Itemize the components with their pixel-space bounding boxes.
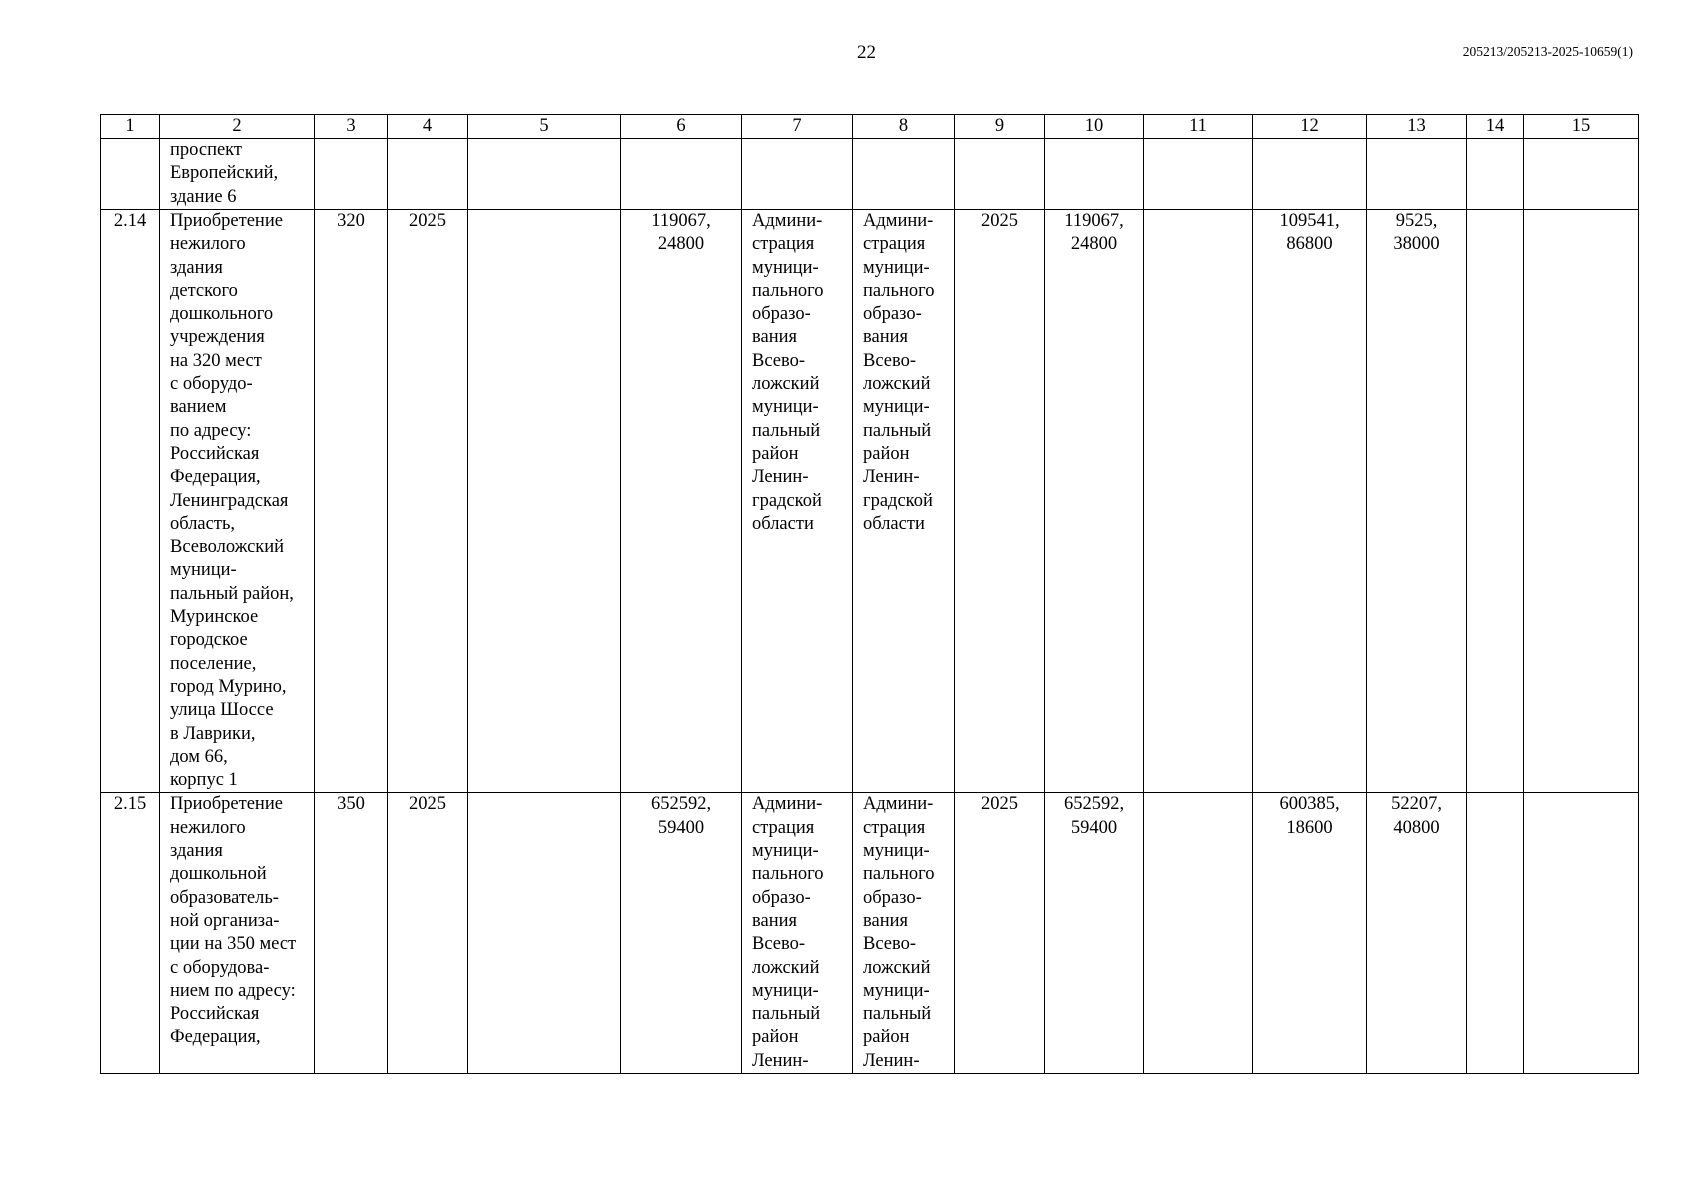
year-cell bbox=[388, 139, 468, 210]
text-line: здания bbox=[170, 841, 223, 862]
column-5-cell bbox=[468, 139, 621, 210]
row-number-cell bbox=[101, 139, 160, 210]
organization-cell bbox=[742, 210, 853, 793]
text-line: Админи- bbox=[752, 794, 823, 815]
text-line: вания bbox=[752, 327, 798, 348]
text-line: ложский bbox=[752, 374, 820, 395]
text-line: 9525, bbox=[1395, 211, 1438, 231]
text-line: Ленин- bbox=[863, 1050, 920, 1071]
text-line: 109541, bbox=[1279, 211, 1340, 231]
text-line: 24800 bbox=[657, 234, 705, 255]
column-number: 4 bbox=[388, 115, 468, 139]
amount-cell bbox=[621, 793, 742, 1074]
text-line: Ленинградская bbox=[170, 490, 289, 511]
text-line: проспект bbox=[170, 140, 243, 160]
column-number: 12 bbox=[1253, 115, 1367, 139]
text-line: нием по адресу: bbox=[170, 980, 296, 1001]
description-cell bbox=[160, 793, 315, 1074]
text-line: 52207, bbox=[1391, 794, 1442, 815]
column-number: 10 bbox=[1045, 115, 1144, 139]
column-number: 1 bbox=[101, 115, 160, 139]
text-line: нежилого bbox=[170, 234, 246, 255]
text-line: вания bbox=[752, 910, 798, 931]
text-line: вания bbox=[863, 327, 909, 348]
text-line: Ленин- bbox=[863, 467, 920, 488]
text-line: ложский bbox=[863, 957, 931, 978]
text-line: образо- bbox=[752, 304, 811, 325]
cell-text bbox=[170, 793, 304, 1049]
text-line: здание 6 bbox=[170, 186, 237, 207]
text-line: пального bbox=[752, 864, 824, 885]
text-line: район bbox=[863, 1027, 910, 1048]
data-table bbox=[100, 114, 1639, 1074]
text-line: здания bbox=[170, 257, 223, 278]
text-line: градской bbox=[752, 490, 822, 511]
column-number: 8 bbox=[853, 115, 955, 139]
column-number: 11 bbox=[1144, 115, 1253, 139]
column-14-cell bbox=[1467, 210, 1524, 793]
amount-cell bbox=[1367, 793, 1467, 1074]
text-line: Российская bbox=[170, 1004, 260, 1025]
text-line: Европейский, bbox=[170, 163, 279, 184]
column-number: 2 bbox=[160, 115, 315, 139]
text-line: образо- bbox=[863, 887, 922, 908]
text-line: учреждения bbox=[170, 327, 265, 348]
description-cell bbox=[160, 210, 315, 793]
organization-cell bbox=[853, 210, 955, 793]
cell-text bbox=[631, 793, 731, 840]
text-line: муници- bbox=[752, 257, 819, 278]
text-line: пального bbox=[752, 280, 824, 301]
text-line: район bbox=[863, 443, 910, 464]
text-line: поселение, bbox=[170, 653, 257, 674]
text-line: образо- bbox=[863, 304, 922, 325]
year-cell: 2025 bbox=[955, 793, 1045, 1074]
text-line: пального bbox=[863, 864, 935, 885]
text-line: 59400 bbox=[657, 817, 705, 838]
text-line: Ленин- bbox=[752, 467, 809, 488]
text-line: Муринское bbox=[170, 607, 259, 628]
text-line: Всево- bbox=[752, 350, 806, 371]
column-15-cell bbox=[1524, 139, 1639, 210]
text-line: ной организа- bbox=[170, 910, 280, 931]
text-line: пальный район, bbox=[170, 583, 294, 604]
row-number-cell: 2.14 bbox=[101, 210, 160, 793]
document-id: 205213/205213-2025-10659(1) bbox=[1462, 44, 1633, 59]
text-line: вания bbox=[863, 910, 909, 931]
column-15-cell bbox=[1524, 210, 1639, 793]
text-line: страция bbox=[752, 817, 815, 838]
text-line: страция bbox=[863, 234, 926, 255]
organization-cell bbox=[853, 793, 955, 1074]
cell-text bbox=[1377, 793, 1456, 840]
text-line: с оборудо- bbox=[170, 374, 253, 395]
year-cell: 2025 bbox=[388, 793, 468, 1074]
text-line: район bbox=[752, 443, 799, 464]
organization-cell bbox=[742, 793, 853, 1074]
text-line: муници- bbox=[863, 397, 930, 418]
column-number: 6 bbox=[621, 115, 742, 139]
text-line: область, bbox=[170, 513, 236, 534]
text-line: Всево- bbox=[863, 934, 917, 955]
column-number: 5 bbox=[468, 115, 621, 139]
text-line: 652592, bbox=[1063, 794, 1125, 815]
amount-cell bbox=[621, 210, 742, 793]
amount-cell bbox=[621, 139, 742, 210]
text-line: Всево- bbox=[752, 934, 806, 955]
cell-text bbox=[1263, 793, 1356, 840]
table-row-continuation bbox=[101, 139, 1639, 210]
column-15-cell bbox=[1524, 793, 1639, 1074]
amount-cell bbox=[1045, 139, 1144, 210]
text-line: пальный bbox=[863, 1004, 932, 1025]
text-line: 40800 bbox=[1393, 817, 1440, 838]
text-line: области bbox=[752, 513, 814, 534]
text-line: образо- bbox=[752, 887, 811, 908]
cell-text bbox=[752, 793, 842, 1073]
description-cell bbox=[160, 139, 315, 210]
text-line: улица Шоссе bbox=[170, 700, 274, 721]
cell-text bbox=[1055, 210, 1133, 257]
organization-cell bbox=[742, 139, 853, 210]
text-line: детского bbox=[170, 280, 238, 301]
text-line: пальный bbox=[863, 420, 932, 441]
text-line: Админи- bbox=[863, 794, 934, 815]
amount-cell bbox=[1367, 139, 1467, 210]
year-cell: 2025 bbox=[955, 210, 1045, 793]
text-line: 86800 bbox=[1286, 234, 1333, 255]
year-cell bbox=[955, 139, 1045, 210]
capacity-cell: 320 bbox=[315, 210, 388, 793]
text-line: страция bbox=[863, 817, 926, 838]
page-number: 22 bbox=[857, 42, 876, 63]
year-cell: 2025 bbox=[388, 210, 468, 793]
amount-cell bbox=[1253, 210, 1367, 793]
cell-text bbox=[752, 210, 842, 536]
text-line: муници- bbox=[752, 841, 819, 862]
text-line: ции на 350 мест bbox=[170, 934, 297, 955]
cell-text bbox=[863, 793, 944, 1073]
amount-cell bbox=[1253, 793, 1367, 1074]
text-line: области bbox=[863, 513, 925, 534]
text-line: Админи- bbox=[752, 211, 823, 231]
column-11-cell bbox=[1144, 793, 1253, 1074]
text-line: 24800 bbox=[1070, 234, 1118, 255]
text-line: муници- bbox=[752, 397, 819, 418]
row-number-cell: 2.15 bbox=[101, 793, 160, 1074]
text-line: ложский bbox=[752, 957, 820, 978]
cell-text bbox=[631, 210, 731, 257]
text-line: страция bbox=[752, 234, 815, 255]
column-number: 14 bbox=[1467, 115, 1524, 139]
column-5-cell bbox=[468, 793, 621, 1074]
text-line: на 320 мест bbox=[170, 350, 262, 371]
text-line: Админи- bbox=[863, 211, 934, 231]
text-line: Приобретение bbox=[170, 794, 283, 815]
text-line: дошкольного bbox=[170, 304, 274, 325]
text-line: муници- bbox=[863, 980, 930, 1001]
column-number: 13 bbox=[1367, 115, 1467, 139]
text-line: 119067, bbox=[651, 211, 711, 231]
text-line: район bbox=[752, 1027, 799, 1048]
text-line: пальный bbox=[752, 420, 821, 441]
cell-text bbox=[170, 139, 304, 209]
amount-cell bbox=[1253, 139, 1367, 210]
text-line: нежилого bbox=[170, 817, 246, 838]
column-number-row bbox=[101, 115, 1639, 139]
column-11-cell bbox=[1144, 139, 1253, 210]
text-line: с оборудова- bbox=[170, 957, 270, 978]
text-line: Ленин- bbox=[752, 1050, 809, 1071]
text-line: 600385, bbox=[1279, 794, 1340, 815]
amount-cell bbox=[1367, 210, 1467, 793]
text-line: Федерация, bbox=[170, 1027, 261, 1048]
column-number: 7 bbox=[742, 115, 853, 139]
text-line: пального bbox=[863, 280, 935, 301]
capacity-cell: 350 bbox=[315, 793, 388, 1074]
column-number: 9 bbox=[955, 115, 1045, 139]
amount-cell bbox=[1045, 210, 1144, 793]
text-line: муници- bbox=[863, 841, 930, 862]
text-line: 59400 bbox=[1070, 817, 1118, 838]
text-line: 652592, bbox=[650, 794, 712, 815]
text-line: дом 66, bbox=[170, 746, 228, 767]
text-line: Российская bbox=[170, 443, 260, 464]
text-line: муници- bbox=[863, 257, 930, 278]
text-line: ванием bbox=[170, 397, 227, 418]
text-line: дошкольной bbox=[170, 864, 267, 885]
column-14-cell bbox=[1467, 139, 1524, 210]
cell-text bbox=[1377, 210, 1456, 257]
text-line: город Мурино, bbox=[170, 676, 287, 697]
text-line: городское bbox=[170, 630, 248, 651]
column-5-cell bbox=[468, 210, 621, 793]
column-11-cell bbox=[1144, 210, 1253, 793]
column-number: 15 bbox=[1524, 115, 1639, 139]
text-line: 38000 bbox=[1393, 234, 1440, 255]
text-line: муници- bbox=[752, 980, 819, 1001]
capacity-cell bbox=[315, 139, 388, 210]
text-line: Приобретение bbox=[170, 211, 283, 231]
text-line: 119067, bbox=[1064, 211, 1124, 231]
cell-text bbox=[170, 210, 304, 792]
cell-text bbox=[1263, 210, 1356, 257]
column-14-cell bbox=[1467, 793, 1524, 1074]
table-row-2-14 bbox=[101, 210, 1639, 793]
organization-cell bbox=[853, 139, 955, 210]
text-line: 18600 bbox=[1286, 817, 1333, 838]
text-line: Всево- bbox=[863, 350, 917, 371]
text-line: Федерация, bbox=[170, 467, 261, 488]
text-line: градской bbox=[863, 490, 933, 511]
text-line: корпус 1 bbox=[170, 770, 238, 791]
text-line: по адресу: bbox=[170, 420, 252, 441]
table-row-2-15 bbox=[101, 793, 1639, 1074]
amount-cell bbox=[1045, 793, 1144, 1074]
text-line: в Лаврики, bbox=[170, 723, 256, 744]
text-line: пальный bbox=[752, 1004, 821, 1025]
cell-text bbox=[863, 210, 944, 536]
text-line: Всеволожский bbox=[170, 537, 285, 558]
column-number: 3 bbox=[315, 115, 388, 139]
text-line: ложский bbox=[863, 374, 931, 395]
text-line: образователь- bbox=[170, 887, 279, 908]
text-line: муници- bbox=[170, 560, 237, 581]
cell-text bbox=[1055, 793, 1133, 840]
